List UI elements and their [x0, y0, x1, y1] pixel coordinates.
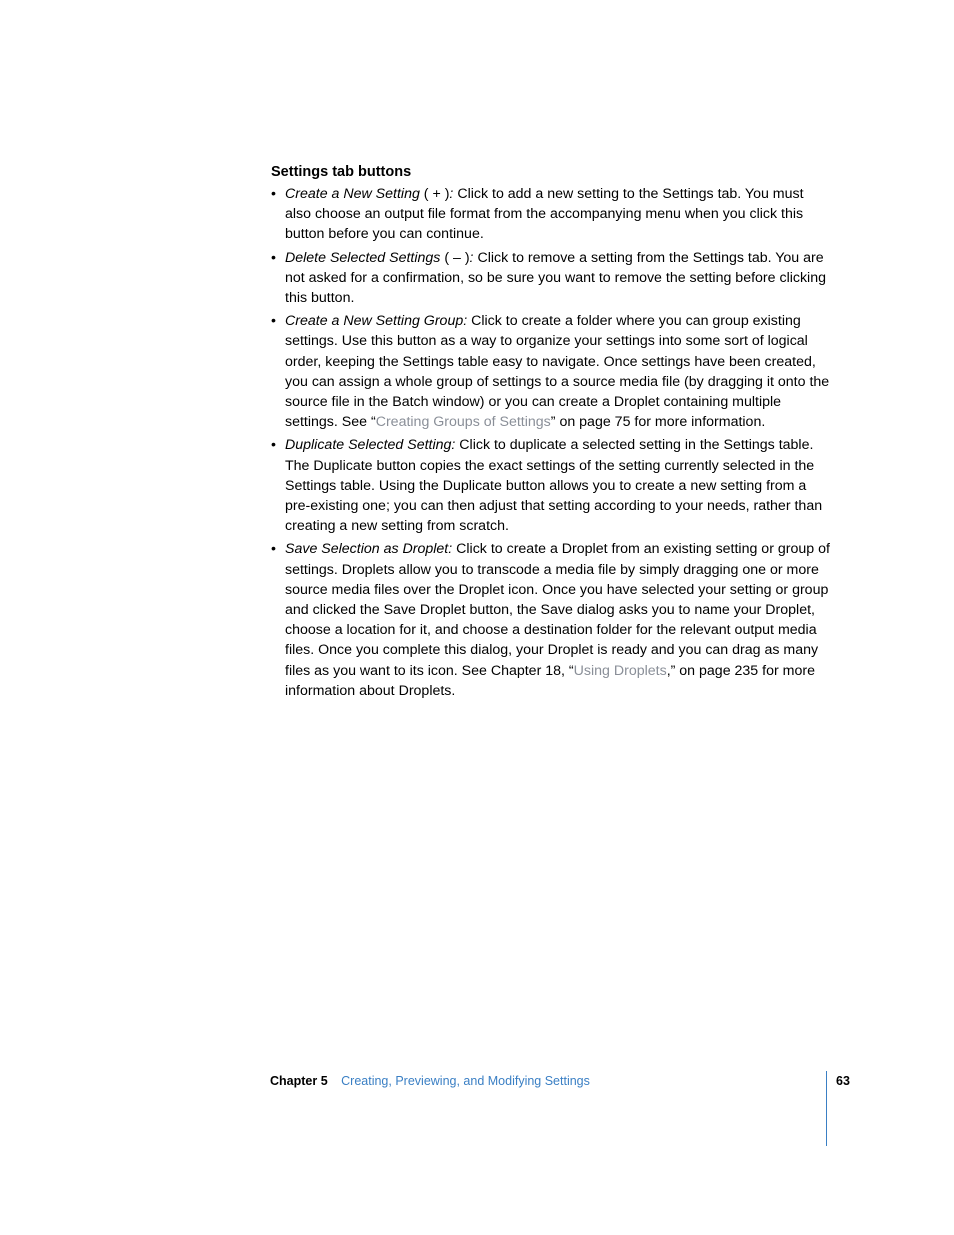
description: Click to create a Droplet from an existing setting or group of settings. Droplets allow you to transcode a media file by simply dragging one or more source media files over the Droplet icon. Once you have selected your setting or group and clicked the Save Droplet button, the Save dialog asks you to name your Droplet, choose a location for it, and choose a destination folder for the relevant output media files. Once you complete this dialog, your Droplet is ready and you can drag as many files as you want to its icon. See Chapter 18, “ — [285, 541, 830, 679]
term-save-droplet: Save Selection as Droplet: — [285, 541, 453, 558]
term-colon: : — [449, 186, 454, 202]
page-footer — [270, 1072, 830, 1090]
term-delete-settings: Delete Selected Settings — [285, 249, 441, 266]
list-item-save-droplet — [271, 539, 831, 701]
section-heading: Settings tab buttons — [271, 164, 412, 180]
description-after: ,” on page 235 for more information about Droplets. — [285, 662, 815, 699]
footer-chapter: Chapter 5 — [270, 1074, 328, 1088]
bullet-icon: • — [271, 437, 276, 454]
term-create-setting: Create a New Setting — [285, 186, 420, 202]
description: Click to create a folder where you can group existing settings. Use this button as a way to organize your settings into some sort of logical order, keeping the Settings table easy to navigate. Once settings have been created, you can assign a whole group of settings to a source media file (by dragging it onto the source file in the Batch window) or you can create a Droplet containing multiple settings. See “ — [285, 313, 830, 431]
bullet-icon: • — [271, 186, 276, 202]
term-create-group: Create a New Setting Group: — [285, 313, 468, 330]
description: Click to duplicate a selected setting in the Settings table. The Duplicate button copies the exact settings of the setting currently selected in the Settings table. Using the Duplicate button allows you to create a new setting from a pre-existing one; you can then adjust that setting according to your needs, rather than creating a new setting from scratch. — [285, 437, 823, 535]
footer-divider — [826, 1071, 827, 1146]
symbol-plus: ( + ) — [419, 186, 450, 202]
list-item-create-setting — [271, 184, 831, 245]
bullet-icon: • — [271, 541, 276, 558]
bullet-icon: • — [271, 313, 276, 330]
list-item-duplicate-setting — [271, 435, 831, 536]
description: Click to add a new setting to the Settings tab. You must also choose an output file format from the accompanying menu when you click this button before you can continue. — [285, 186, 804, 243]
description: Click to remove a setting from the Settings tab. You are not asked for a confirmation, so be sure you want to remove the setting before clicking this button. — [285, 249, 826, 307]
list-item-create-group — [271, 311, 831, 432]
term-colon: : — [469, 249, 474, 266]
link-using-droplets[interactable]: Using Droplets — [573, 662, 667, 679]
description-after: ” on page 75 for more information. — [550, 414, 766, 431]
main-content — [271, 162, 831, 704]
footer-chapter-title: Creating, Previewing, and Modifying Settings — [341, 1074, 590, 1088]
page-number: 63 — [836, 1074, 850, 1088]
bullet-icon: • — [271, 249, 276, 266]
link-creating-groups[interactable]: Creating Groups of Settings — [375, 414, 551, 431]
bullet-list — [271, 184, 831, 701]
symbol-minus: ( – ) — [440, 249, 470, 266]
term-duplicate-setting: Duplicate Selected Setting: — [285, 437, 456, 454]
list-item-delete-settings — [271, 248, 831, 309]
